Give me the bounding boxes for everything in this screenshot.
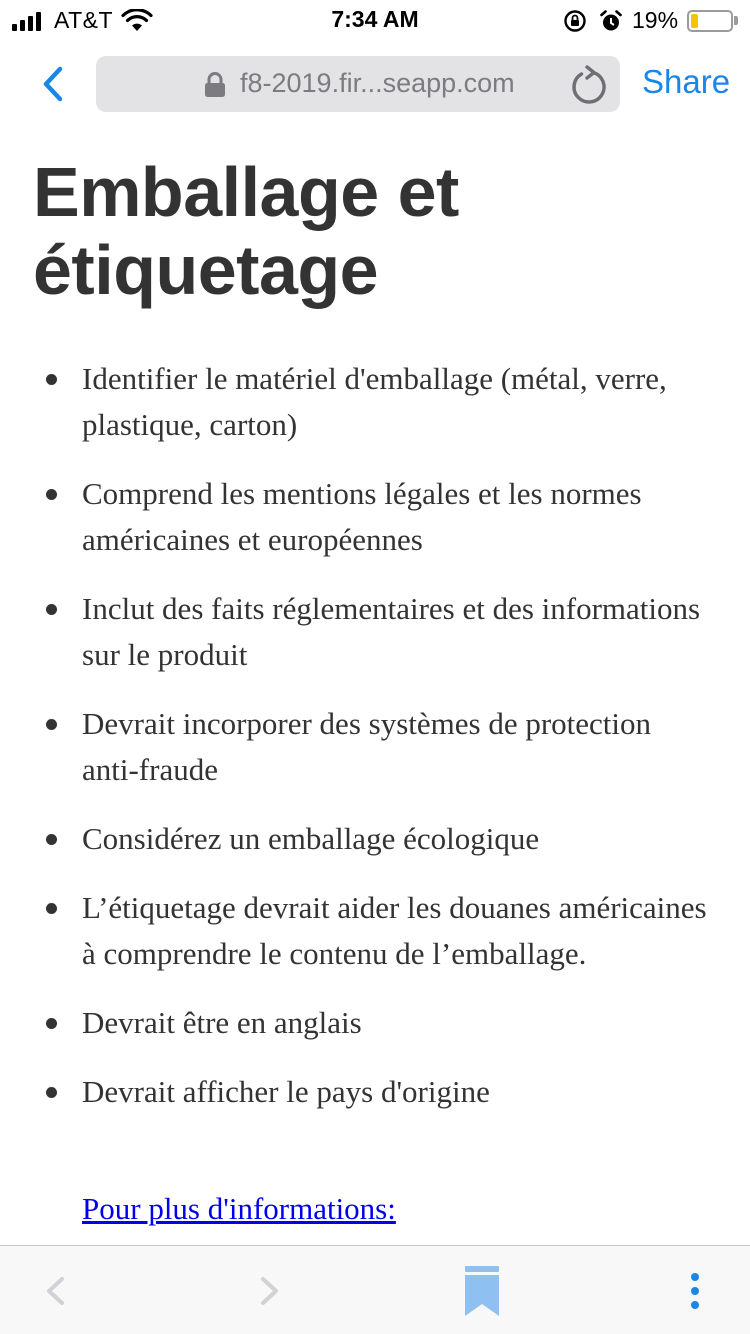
bullet-dot: [46, 604, 57, 615]
bookmark-icon[interactable]: [465, 1266, 499, 1321]
list-item-text: Devrait incorporer des systèmes de protection anti-fraude: [82, 706, 652, 787]
page-title: Emballage et étiquetage: [33, 153, 459, 309]
bottom-toolbar: [0, 1245, 750, 1334]
list-item-text: Inclut des faits réglementaires et des informations sur le produit: [82, 591, 701, 672]
rotation-lock-icon: [563, 9, 587, 39]
bullet-dot: [46, 489, 57, 500]
chevron-left-icon[interactable]: [38, 66, 68, 107]
battery-level: [691, 14, 698, 28]
bullet-dot: [46, 719, 57, 730]
battery-cap: [734, 16, 738, 25]
list-item-text: L’étiquetage devrait aider les douanes américaines à comprendre le contenu de l’emballage.: [82, 890, 707, 971]
list-item: [0, 471, 750, 563]
forward-arrow-icon[interactable]: [259, 1276, 281, 1311]
list-item: [0, 1000, 750, 1046]
list-item-text: Considérez un emballage écologique: [82, 821, 540, 856]
clock: 7:34 AM: [331, 6, 419, 32]
battery-percentage: 19%: [632, 7, 679, 33]
battery-icon: [687, 10, 733, 32]
list-item-text: Comprend les mentions légales et les normes américaines et européennes: [82, 476, 642, 557]
list-item-text: Devrait être en anglais: [82, 1005, 362, 1040]
bullet-dot: [46, 374, 57, 385]
alarm-icon: [599, 9, 623, 39]
url-text[interactable]: f8-2019.fir...seapp.com: [240, 68, 515, 98]
list-item: [0, 701, 750, 793]
reload-icon[interactable]: [570, 65, 608, 110]
more-info-link[interactable]: Pour plus d'informations:: [82, 1191, 396, 1226]
status-bar: [0, 0, 750, 40]
list-item: [0, 885, 750, 977]
list-item: [0, 816, 750, 862]
list-item: [0, 1069, 750, 1115]
list-item: [0, 356, 750, 448]
bullet-dot: [46, 1018, 57, 1029]
share-button[interactable]: Share: [642, 63, 731, 100]
bullet-dot: [46, 1087, 57, 1098]
carrier-name: AT&T: [54, 7, 114, 33]
more-vertical-icon[interactable]: [689, 1272, 701, 1315]
bullet-dot: [46, 834, 57, 845]
list-item-text: Identifier le matériel d'emballage (métal, verre, plastique, carton): [82, 361, 667, 442]
list-item: [0, 586, 750, 678]
bullet-dot: [46, 903, 57, 914]
url-bar[interactable]: [96, 56, 620, 112]
bullet-list: [0, 356, 750, 1138]
list-item-text: Devrait afficher le pays d'origine: [82, 1074, 490, 1109]
lock-icon: [204, 72, 226, 103]
back-arrow-icon[interactable]: [44, 1276, 66, 1311]
